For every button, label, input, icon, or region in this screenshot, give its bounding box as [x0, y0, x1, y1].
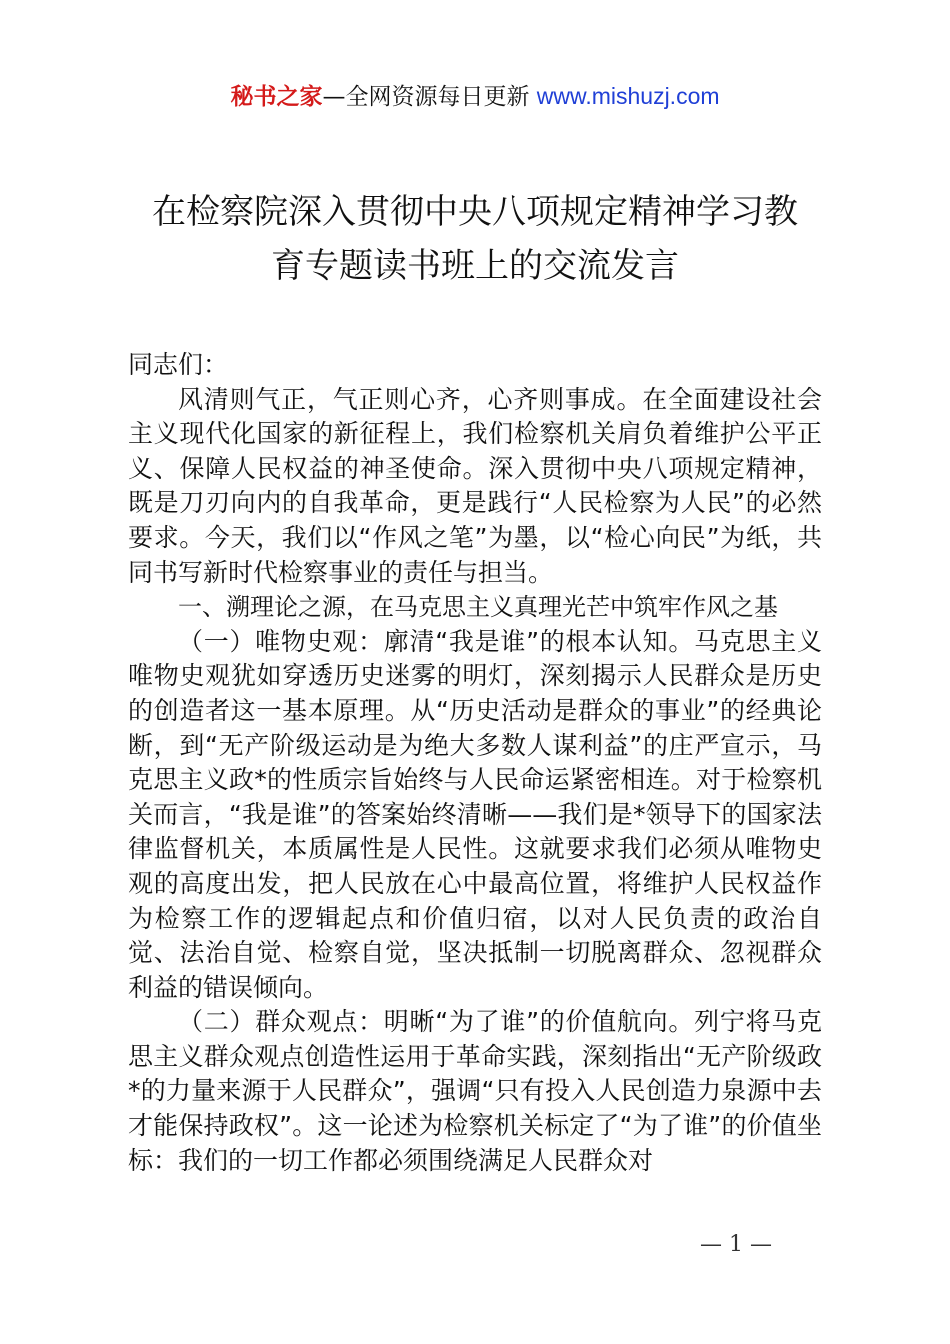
document-title: [128, 185, 822, 293]
salutation: 同志们：: [128, 350, 229, 379]
section-heading-1: 一、溯理论之源，在马克思主义真理光芒中筑牢作风之基: [178, 593, 778, 622]
title-line-2: 育专题读书班上的交流发言: [271, 246, 679, 286]
intro-paragraph: 风清则气正，气正则心齐，心齐则事成。在全面建设社会主义现代化国家的新征程上，我们检察机关肩负着维护公平正义、保障人民权益的神圣使命。深入贯彻中央八项规定精神，既是刀刃向内的自我革命，更是践行“人民检察为人民”的必然要求。今天，我们以“作风之笔”为墨，以“检心向民”为纸，共同书写新时代检察事业的责任与担当。: [128, 384, 822, 587]
page-number: — 1 —: [700, 1232, 772, 1257]
title-line-1: 在检察院深入贯彻中央八项规定精神学习教: [152, 192, 798, 232]
point-2-paragraph: （二）群众观点：明晰“为了谁”的价值航向。列宁将马克思主义群众观点创造性运用于革命实践，深刻指出“无产阶级政*的力量来源于人民群众”，强调“只有投入人民创造力泉源中去才能保持政权”。这一论述为检察机关标定了“为了谁”的价值坐标：我们的一切工作都必须围绕满足人民群众对: [128, 1007, 822, 1175]
site-header: [0, 80, 950, 113]
brand-name: 秘书之家: [230, 84, 323, 110]
document-body: [128, 348, 822, 1178]
site-url-link[interactable]: www.mishuzj.com: [536, 83, 720, 109]
header-tagline: —全网资源每日更新: [322, 84, 530, 110]
point-1-paragraph: （一）唯物史观：廓清“我是谁”的根本认知。马克思主义唯物史观犹如穿透历史迷雾的明灯，深刻揭示人民群众是历史的创造者这一基本原理。从“历史活动是群众的事业”的经典论断，到“无产阶级运动是为绝大多数人谋利益”的庄严宣示，马克思主义政*的性质宗旨始终与人民命运紧密相连。对于检察机关而言，“我是谁”的答案始终清晰——我们是*领导下的国家法律监督机关，本质属性是人民性。这就要求我们必须从唯物史观的高度出发，把人民放在心中最高位置，将维护人民权益作为检察工作的逻辑起点和价值归宿，以对人民负责的政治自觉、法治自觉、检察自觉，坚决抵制一切脱离群众、忽视群众利益的错误倾向。: [128, 626, 822, 1002]
